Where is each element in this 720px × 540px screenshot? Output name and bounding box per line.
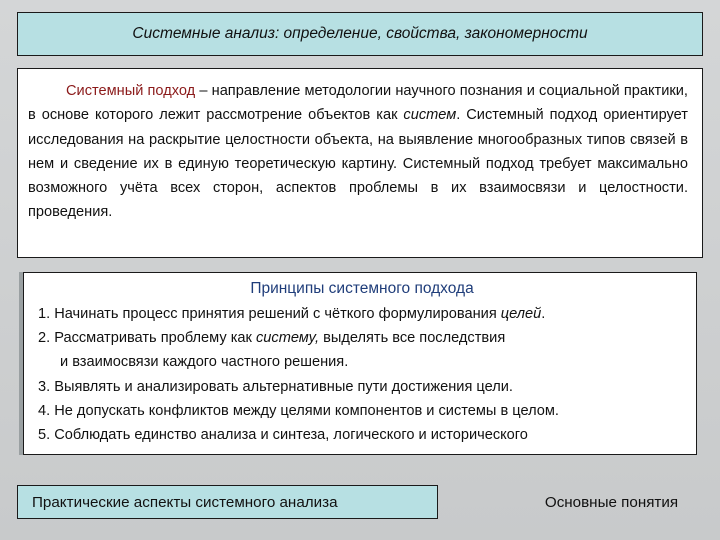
principle-item-2-continued: и взаимосвязи каждого частного решения. xyxy=(60,354,349,371)
principle-item-4: 4. Не допускать конфликтов между целями компонентов и системы в целом. xyxy=(38,402,559,419)
intro-term: Системный подход xyxy=(66,83,196,99)
principles-list xyxy=(38,302,686,447)
intro-italic-word: систем xyxy=(403,107,457,124)
principle-item-1 xyxy=(38,302,686,326)
principles-title: Принципы системного подхода xyxy=(250,280,474,297)
title-banner xyxy=(17,12,703,56)
principle-2-tail: выделять все последствия xyxy=(319,330,506,347)
basic-concepts-label: Основные понятия xyxy=(544,493,679,511)
intro-text-part2: . Системный подход ориентирует исследования на раскрытие целостности объекта, на выявление многообразных типов связей в нем и сведение их в единую теоретическую картину. Системный подход требует максимально возможного учёта всех сторон, аспектов проблемы в их взаимосвязи и целостности. проведения. xyxy=(28,107,688,221)
principles-box xyxy=(23,272,697,455)
principle-2-italic: систему, xyxy=(255,330,320,347)
practical-aspects-label: Практические аспекты системного анализа xyxy=(32,493,338,511)
practical-aspects-button[interactable] xyxy=(17,485,438,519)
principle-1-tail: . xyxy=(541,306,546,322)
principle-item-3: 3. Выявлять и анализировать альтернативные пути достижения цели. xyxy=(38,378,513,395)
principle-item-5: 5. Соблюдать единство анализа и синтеза, логического и исторического xyxy=(38,427,528,444)
principle-item-2 xyxy=(38,326,686,350)
intro-text-part1: – направление методологии научного познания и социальной практики, в основе которого лежит рассмотрение объектов как xyxy=(28,83,688,124)
basic-concepts-link[interactable] xyxy=(520,485,703,519)
intro-paragraph xyxy=(28,79,688,225)
principle-2-text: 2. Рассматривать проблему как xyxy=(38,330,256,347)
principle-1-text: 1. Начинать процесс принятия решений с чёткого формулирования xyxy=(38,306,501,322)
intro-text-box xyxy=(17,68,703,258)
page-title: Системные анализ: определение, свойства, закономерности xyxy=(132,25,588,42)
principle-1-italic: целей xyxy=(500,306,542,322)
